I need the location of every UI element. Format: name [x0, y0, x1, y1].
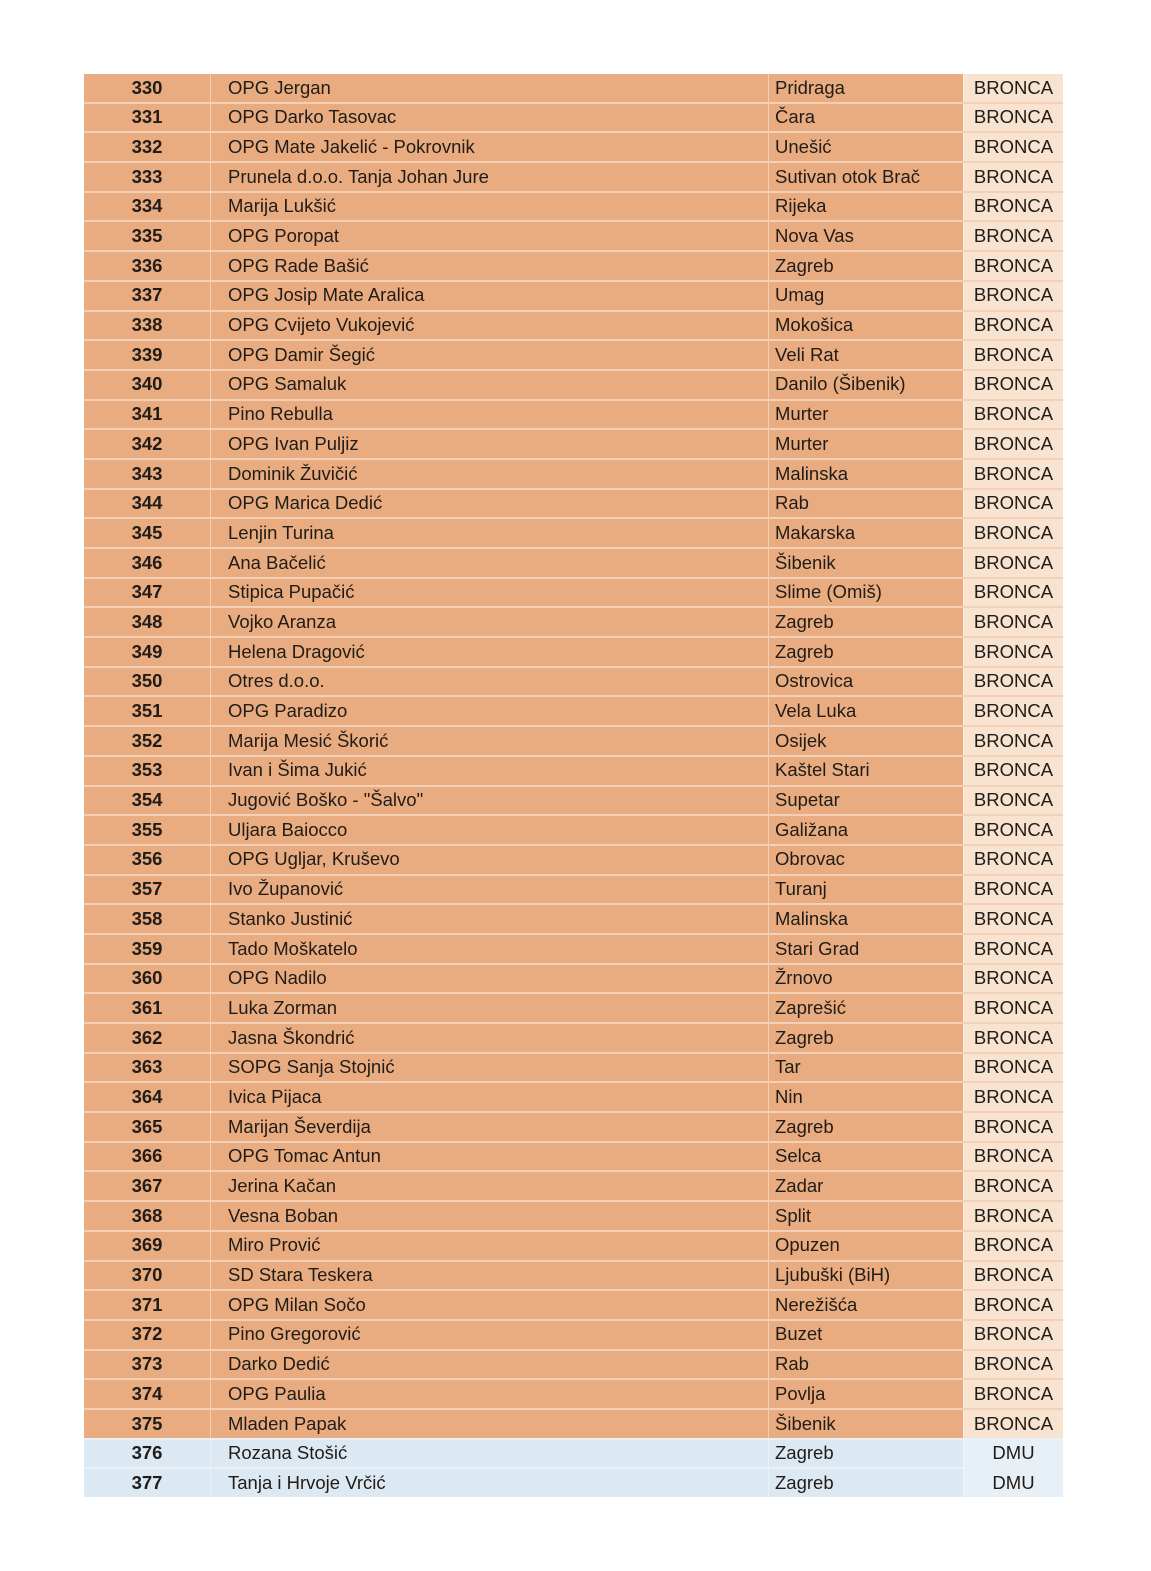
entry-name: Pino Rebulla — [210, 401, 768, 429]
entry-place: Nerežišća — [768, 1291, 963, 1319]
entry-place: Pridraga — [768, 74, 963, 102]
table-row — [84, 517, 1063, 547]
table-row — [84, 606, 1063, 636]
entry-place: Zagreb — [768, 252, 963, 280]
table-row — [84, 428, 1063, 458]
entry-award-badge: BRONCA — [963, 668, 1063, 696]
entry-award-badge: BRONCA — [963, 846, 1063, 874]
table-row — [84, 1289, 1063, 1319]
entry-name: SD Stara Teskera — [210, 1262, 768, 1290]
entry-name: OPG Milan Sočo — [210, 1291, 768, 1319]
entry-award-badge: BRONCA — [963, 579, 1063, 607]
entry-name: Ana Bačelić — [210, 549, 768, 577]
table-row — [84, 695, 1063, 725]
entry-name: Tado Moškatelo — [210, 935, 768, 963]
entry-place: Rijeka — [768, 193, 963, 221]
entry-place: Stari Grad — [768, 935, 963, 963]
entry-award-badge: BRONCA — [963, 1202, 1063, 1230]
entry-number: 346 — [131, 551, 163, 573]
table-row — [84, 874, 1063, 904]
entry-award-badge: BRONCA — [963, 193, 1063, 221]
entry-number: 371 — [131, 1293, 163, 1315]
entry-name: SOPG Sanja Stojnić — [210, 1054, 768, 1082]
entry-place: Malinska — [768, 905, 963, 933]
entry-number: 361 — [131, 996, 163, 1018]
entry-number: 362 — [131, 1026, 163, 1048]
entry-number: 370 — [131, 1264, 163, 1286]
entry-award-badge: BRONCA — [963, 163, 1063, 191]
entry-name: OPG Nadilo — [210, 965, 768, 993]
entry-place: Obrovac — [768, 846, 963, 874]
entry-name: Luka Zorman — [210, 994, 768, 1022]
entry-number: 349 — [131, 640, 163, 662]
entry-place: Rab — [768, 1351, 963, 1379]
entry-place: Rab — [768, 490, 963, 518]
entry-number: 355 — [131, 818, 163, 840]
awards-table — [84, 74, 1063, 1497]
entry-award-badge: BRONCA — [963, 252, 1063, 280]
table-row — [84, 161, 1063, 191]
entry-number: 376 — [131, 1442, 163, 1464]
table-row — [84, 1408, 1063, 1438]
entry-number: 331 — [131, 106, 163, 128]
entry-place: Ostrovica — [768, 668, 963, 696]
entry-award-badge: DMU — [963, 1440, 1063, 1468]
table-row — [84, 339, 1063, 369]
entry-place: Zagreb — [768, 1024, 963, 1052]
table-row — [84, 74, 1063, 102]
entry-award-badge: BRONCA — [963, 1172, 1063, 1200]
entry-number: 336 — [131, 254, 163, 276]
entry-award-badge: BRONCA — [963, 1351, 1063, 1379]
entry-name: OPG Cvijeto Vukojević — [210, 312, 768, 340]
entry-place: Selca — [768, 1143, 963, 1171]
entry-award-badge: BRONCA — [963, 1380, 1063, 1408]
table-row — [84, 577, 1063, 607]
entry-award-badge: BRONCA — [963, 757, 1063, 785]
table-row — [84, 369, 1063, 399]
entry-award-badge: BRONCA — [963, 133, 1063, 161]
entry-name: Dominik Žuvičić — [210, 460, 768, 488]
entry-number: 347 — [131, 581, 163, 603]
entry-name: Otres d.o.o. — [210, 668, 768, 696]
table-row — [84, 1170, 1063, 1200]
table-row — [84, 903, 1063, 933]
entry-place: Zaprešić — [768, 994, 963, 1022]
entry-award-badge: BRONCA — [963, 816, 1063, 844]
entry-award-badge: BRONCA — [963, 1024, 1063, 1052]
entry-name: OPG Poropat — [210, 222, 768, 250]
table-row — [84, 1349, 1063, 1379]
table-row — [84, 1467, 1063, 1497]
entry-award-badge: BRONCA — [963, 490, 1063, 518]
entry-number: 369 — [131, 1234, 163, 1256]
entry-award-badge: BRONCA — [963, 935, 1063, 963]
entry-name: Marija Mesić Škorić — [210, 727, 768, 755]
entry-award-badge: BRONCA — [963, 430, 1063, 458]
entry-place: Danilo (Šibenik) — [768, 371, 963, 399]
entry-number: 345 — [131, 521, 163, 543]
entry-award-badge: BRONCA — [963, 401, 1063, 429]
entry-number: 364 — [131, 1085, 163, 1107]
entry-award-badge: BRONCA — [963, 1232, 1063, 1260]
entry-name: Darko Dedić — [210, 1351, 768, 1379]
entry-number: 366 — [131, 1145, 163, 1167]
entry-place: Turanj — [768, 876, 963, 904]
entry-number: 352 — [131, 729, 163, 751]
entry-place: Nin — [768, 1083, 963, 1111]
table-row — [84, 1438, 1063, 1468]
entry-number: 351 — [131, 700, 163, 722]
table-row — [84, 399, 1063, 429]
entry-name: Vesna Boban — [210, 1202, 768, 1230]
table-row — [84, 1111, 1063, 1141]
entry-name: OPG Ivan Puljiz — [210, 430, 768, 458]
entry-place: Supetar — [768, 787, 963, 815]
entry-award-badge: BRONCA — [963, 1262, 1063, 1290]
entry-number: 337 — [131, 284, 163, 306]
entry-number: 350 — [131, 670, 163, 692]
entry-number: 359 — [131, 937, 163, 959]
entry-place: Vela Luka — [768, 697, 963, 725]
entry-name: Ivica Pijaca — [210, 1083, 768, 1111]
table-row — [84, 755, 1063, 785]
entry-number: 375 — [131, 1412, 163, 1434]
entry-place: Zagreb — [768, 1113, 963, 1141]
table-row — [84, 458, 1063, 488]
table-row — [84, 547, 1063, 577]
entry-number: 340 — [131, 373, 163, 395]
entry-number: 360 — [131, 967, 163, 989]
entry-award-badge: BRONCA — [963, 371, 1063, 399]
entry-name: OPG Josip Mate Aralica — [210, 282, 768, 310]
entry-number: 334 — [131, 195, 163, 217]
entry-award-badge: BRONCA — [963, 965, 1063, 993]
entry-place: Zagreb — [768, 1469, 963, 1497]
entry-place: Galižana — [768, 816, 963, 844]
entry-name: OPG Rade Bašić — [210, 252, 768, 280]
entry-place: Sutivan otok Brač — [768, 163, 963, 191]
entry-number: 342 — [131, 432, 163, 454]
entry-number: 339 — [131, 343, 163, 365]
entry-place: Osijek — [768, 727, 963, 755]
table-row — [84, 1052, 1063, 1082]
table-row — [84, 933, 1063, 963]
entry-place: Umag — [768, 282, 963, 310]
entry-award-badge: BRONCA — [963, 222, 1063, 250]
table-row — [84, 220, 1063, 250]
table-row — [84, 191, 1063, 221]
entry-name: Jerina Kačan — [210, 1172, 768, 1200]
entry-award-badge: BRONCA — [963, 697, 1063, 725]
entry-name: Pino Gregorović — [210, 1321, 768, 1349]
entry-name: OPG Damir Šegić — [210, 341, 768, 369]
entry-name: OPG Paulia — [210, 1380, 768, 1408]
entry-number: 333 — [131, 165, 163, 187]
entry-award-badge: BRONCA — [963, 312, 1063, 340]
entry-name: Stipica Pupačić — [210, 579, 768, 607]
entry-number: 357 — [131, 878, 163, 900]
entry-name: Uljara Baiocco — [210, 816, 768, 844]
entry-name: Ivo Županović — [210, 876, 768, 904]
entry-name: OPG Jergan — [210, 74, 768, 102]
table-row — [84, 280, 1063, 310]
entry-name: Jugović Boško - "Šalvo" — [210, 787, 768, 815]
entry-name: Prunela d.o.o. Tanja Johan Jure — [210, 163, 768, 191]
entry-award-badge: BRONCA — [963, 1083, 1063, 1111]
entry-name: Vojko Aranza — [210, 608, 768, 636]
entry-award-badge: BRONCA — [963, 282, 1063, 310]
entry-award-badge: BRONCA — [963, 1291, 1063, 1319]
entry-name: Stanko Justinić — [210, 905, 768, 933]
table-row — [84, 636, 1063, 666]
table-row — [84, 1081, 1063, 1111]
entry-number: 368 — [131, 1204, 163, 1226]
entry-number: 373 — [131, 1353, 163, 1375]
table-row — [84, 250, 1063, 280]
entry-place: Malinska — [768, 460, 963, 488]
entry-name: OPG Samaluk — [210, 371, 768, 399]
table-row — [84, 488, 1063, 518]
entry-place: Šibenik — [768, 549, 963, 577]
entry-award-badge: BRONCA — [963, 1321, 1063, 1349]
entry-name: OPG Ugljar, Kruševo — [210, 846, 768, 874]
table-row — [84, 1200, 1063, 1230]
entry-award-badge: BRONCA — [963, 104, 1063, 132]
table-row — [84, 102, 1063, 132]
entry-number: 356 — [131, 848, 163, 870]
entry-place: Zagreb — [768, 608, 963, 636]
entry-number: 358 — [131, 907, 163, 929]
entry-name: Jasna Škondrić — [210, 1024, 768, 1052]
table-row — [84, 1260, 1063, 1290]
entry-number: 344 — [131, 492, 163, 514]
entry-number: 353 — [131, 759, 163, 781]
entry-number: 341 — [131, 403, 163, 425]
entry-name: Mladen Papak — [210, 1410, 768, 1438]
entry-number: 354 — [131, 789, 163, 811]
entry-award-badge: BRONCA — [963, 1054, 1063, 1082]
entry-place: Veli Rat — [768, 341, 963, 369]
entry-number: 367 — [131, 1175, 163, 1197]
entry-name: Tanja i Hrvoje Vrčić — [210, 1469, 768, 1497]
table-row — [84, 1230, 1063, 1260]
entry-name: Ivan i Šima Jukić — [210, 757, 768, 785]
table-row — [84, 1319, 1063, 1349]
entry-award-badge: BRONCA — [963, 549, 1063, 577]
entry-place: Unešić — [768, 133, 963, 161]
entry-place: Šibenik — [768, 1410, 963, 1438]
table-row — [84, 785, 1063, 815]
entry-name: Helena Dragović — [210, 638, 768, 666]
table-row — [84, 814, 1063, 844]
entry-award-badge: BRONCA — [963, 1410, 1063, 1438]
entry-place: Buzet — [768, 1321, 963, 1349]
entry-award-badge: BRONCA — [963, 460, 1063, 488]
entry-award-badge: BRONCA — [963, 994, 1063, 1022]
entry-name: OPG Mate Jakelić - Pokrovnik — [210, 133, 768, 161]
entry-place: Murter — [768, 430, 963, 458]
entry-number: 338 — [131, 314, 163, 336]
entry-name: OPG Marica Dedić — [210, 490, 768, 518]
entry-award-badge: BRONCA — [963, 727, 1063, 755]
entry-name: OPG Darko Tasovac — [210, 104, 768, 132]
entry-name: Miro Prović — [210, 1232, 768, 1260]
entry-place: Makarska — [768, 519, 963, 547]
table-row — [84, 725, 1063, 755]
entry-award-badge: BRONCA — [963, 1143, 1063, 1171]
entry-number: 332 — [131, 135, 163, 157]
entry-place: Zagreb — [768, 1440, 963, 1468]
entry-name: OPG Tomac Antun — [210, 1143, 768, 1171]
entry-number: 335 — [131, 225, 163, 247]
entry-number: 374 — [131, 1382, 163, 1404]
entry-place: Zadar — [768, 1172, 963, 1200]
table-row — [84, 131, 1063, 161]
table-row — [84, 1022, 1063, 1052]
entry-place: Split — [768, 1202, 963, 1230]
entry-number: 365 — [131, 1115, 163, 1137]
entry-place: Povlja — [768, 1380, 963, 1408]
entry-number: 348 — [131, 610, 163, 632]
entry-number: 363 — [131, 1056, 163, 1078]
entry-award-badge: BRONCA — [963, 519, 1063, 547]
entry-place: Murter — [768, 401, 963, 429]
entry-award-badge: BRONCA — [963, 905, 1063, 933]
entry-place: Slime (Omiš) — [768, 579, 963, 607]
entry-place: Žrnovo — [768, 965, 963, 993]
entry-award-badge: DMU — [963, 1469, 1063, 1497]
entry-award-badge: BRONCA — [963, 74, 1063, 102]
entry-award-badge: BRONCA — [963, 876, 1063, 904]
entry-place: Mokošica — [768, 312, 963, 340]
entry-number: 330 — [131, 76, 163, 98]
entry-award-badge: BRONCA — [963, 341, 1063, 369]
entry-number: 343 — [131, 462, 163, 484]
entry-name: OPG Paradizo — [210, 697, 768, 725]
entry-award-badge: BRONCA — [963, 1113, 1063, 1141]
entry-award-badge: BRONCA — [963, 638, 1063, 666]
table-row — [84, 1378, 1063, 1408]
entry-place: Zagreb — [768, 638, 963, 666]
entry-place: Kaštel Stari — [768, 757, 963, 785]
entry-place: Ljubuški (BiH) — [768, 1262, 963, 1290]
entry-place: Tar — [768, 1054, 963, 1082]
entry-name: Lenjin Turina — [210, 519, 768, 547]
entry-award-badge: BRONCA — [963, 787, 1063, 815]
entry-award-badge: BRONCA — [963, 608, 1063, 636]
entry-name: Marijan Ševerdija — [210, 1113, 768, 1141]
table-row — [84, 844, 1063, 874]
entry-place: Opuzen — [768, 1232, 963, 1260]
entry-place: Nova Vas — [768, 222, 963, 250]
table-row — [84, 666, 1063, 696]
table-row — [84, 1141, 1063, 1171]
table-row — [84, 992, 1063, 1022]
entry-number: 372 — [131, 1323, 163, 1345]
table-row — [84, 963, 1063, 993]
entry-number: 377 — [131, 1471, 163, 1493]
table-row — [84, 310, 1063, 340]
entry-place: Čara — [768, 104, 963, 132]
entry-name: Rozana Stošić — [210, 1440, 768, 1468]
entry-name: Marija Lukšić — [210, 193, 768, 221]
